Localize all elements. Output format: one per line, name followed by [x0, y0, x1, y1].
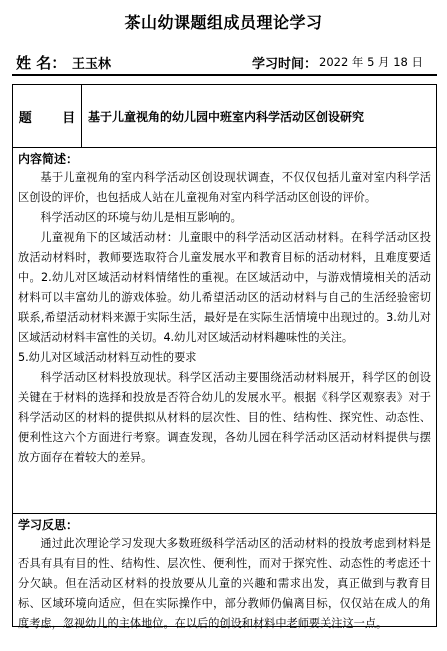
name-label: 姓 名：: [16, 54, 67, 72]
date-label: 学习时间：: [252, 57, 318, 72]
meta-row: [12, 52, 437, 76]
content-section: [13, 148, 436, 514]
content-paragraph: 基于儿童视角的室内科学活动区创设现状调查，不仅仅包括儿童对室内科学活区创设的评价，也包括成人站在儿童视角对室内科学活动区创设的评价。: [18, 171, 431, 204]
topic-value: 基于儿童视角的幼儿园中班室内科学活动区创设研究: [88, 109, 365, 124]
study-record-table: [12, 84, 437, 630]
content-paragraph: 科学活动区的环境与幼儿是相互影响的。: [40, 211, 242, 224]
reflection-paragraph: 通过此次理论学习发现大多数班级科学活动区的活动材料的投放考虑到材料是否具有具有目的性、结构性、层次性、便利性，而对于探究性、动态性的考虑还十分欠缺。但在活动区材料的投放要从儿童的兴趣和需求出发，真正做到与教育目标、区域环境向适应，但在实际操作中，部分教师仍偏离目标，仅仅站在成人的角度考虑，忽视幼儿的主体地位。在以后的创设和材料中老师要关注这一点。: [18, 537, 431, 630]
topic-row: [13, 85, 436, 148]
content-paragraph: 科学活动区材料投放现状。科学区活动主要围绕活动材料展开，科学区的创设关键在于材料的选择和投放是否符合幼儿的发展水平。根据《科学区观察表》对于科学活动区的材料的提供拟从材料的层次性、目的性、结构性、探究性、动态性、便利性这六个方面进行考察。调查发现，各幼儿园在科学活动区活动材料提供与摆放方面存在着较大的差异。: [18, 371, 431, 464]
content-heading: 内容简述：: [18, 152, 79, 166]
document-title: 茶山幼课题组成员理论学习: [124, 13, 323, 32]
date-value: 2022 年 5 月 18 日: [319, 55, 423, 69]
content-paragraph: 5.幼儿对区域活动材料互动性的要求: [18, 351, 197, 364]
topic-label: 题 目: [13, 85, 82, 147]
reflection-heading: 学习反思：: [18, 518, 79, 532]
name-value: 王玉林: [72, 57, 112, 72]
reflection-section: [13, 514, 436, 630]
content-paragraph: 儿童视角下的区域活动材：儿童眼中的科学活动区活动材料。在科学活动区投放活动材料时，教师要选取符合儿童发展水平和教育目标的活动材料，且难度要适中。2.幼儿对区域活动材料情绪性的重视。在区域活动中，与游戏情境相关的活动材料可以丰富幼儿的游戏体验。幼儿希望活动区的活动材料与自己的生活经验密切联系,希望活动材料来源于实际生活，最好是在实际生活情境中出现过的。3.幼儿对区域活动材料丰富性的关切。4.幼儿对区域活动材料趣味性的关注。: [18, 231, 431, 344]
